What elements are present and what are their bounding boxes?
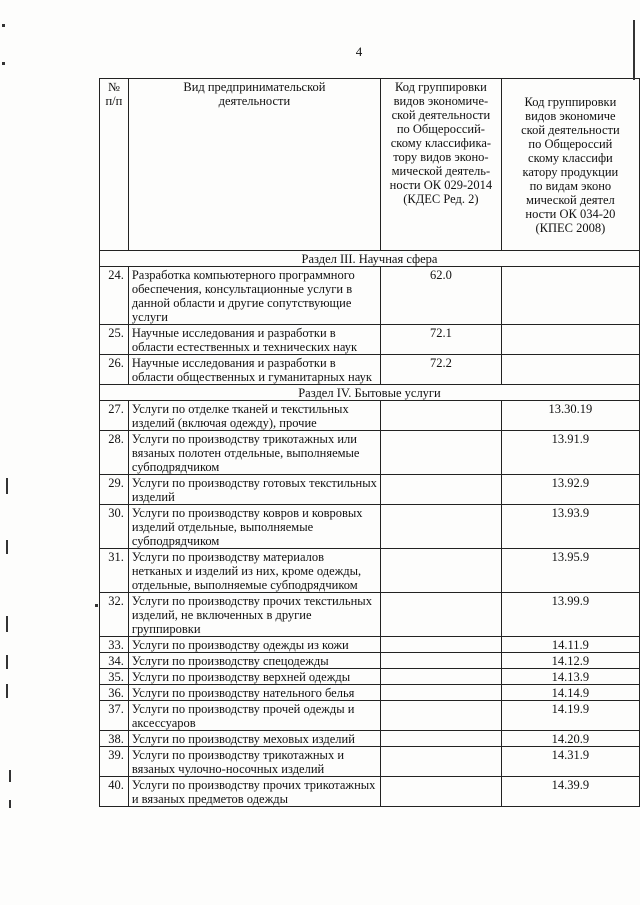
table-row [100,731,640,747]
row-activity: Услуги по отделке тканей и текстильных изделий (включая одежду), прочие [128,401,380,431]
row-activity: Научные исследования и разработки в области естественных и технических наук [128,325,380,355]
row-code-okved [381,747,502,777]
row-code-okpd: 13.92.9 [501,475,639,505]
row-number: 34. [100,653,129,669]
row-code-okved [381,701,502,731]
row-code-okved [381,549,502,593]
header-code-okved: Код группировки видов экономиче- ской деятельности по Общероссий- скому классифика- тору видов эконо- мической деятель- ности ОК 029-2014 (КДЕС Ред. 2) [381,79,502,251]
row-code-okpd: 14.14.9 [501,685,639,701]
row-code-okpd: 13.30.19 [501,401,639,431]
row-number: 27. [100,401,129,431]
row-activity: Услуги по производству ковров и ковровых изделий отдельные, выполняемые субподрядчиком [128,505,380,549]
table-row [100,475,640,505]
row-activity: Услуги по производству нательного белья [128,685,380,701]
row-code-okved [381,431,502,475]
table-row [100,401,640,431]
row-code-okved [381,505,502,549]
row-activity: Услуги по производству трикотажных и вязаных чулочно-носочных изделий [128,747,380,777]
row-number: 35. [100,669,129,685]
section-title: Раздел IV. Бытовые услуги [100,385,640,401]
table-body [100,251,640,807]
header-code-okpd: Код группировки видов экономиче ской деятельности по Общероссий скому классифи катору продукции по видам эконо мической деятел ности ОК 034-20 (КПЕС 2008) [501,79,639,251]
row-number: 25. [100,325,129,355]
row-code-okpd: 13.93.9 [501,505,639,549]
row-number: 24. [100,267,129,325]
row-code-okpd [501,355,639,385]
row-code-okved [381,401,502,431]
header-num: № п/п [100,79,129,251]
row-code-okved [381,653,502,669]
row-activity: Услуги по производству прочих текстильных изделий, не включенных в другие группировки [128,593,380,637]
row-code-okved [381,593,502,637]
row-number: 39. [100,747,129,777]
row-number: 36. [100,685,129,701]
row-activity: Услуги по производству трикотажных или вязаных полотен отдельные, выполняемые субподрядчиком [128,431,380,475]
row-code-okved [381,777,502,807]
table-row [100,355,640,385]
row-activity: Услуги по производству одежды из кожи [128,637,380,653]
row-code-okpd: 14.19.9 [501,701,639,731]
row-activity: Услуги по производству готовых текстильных изделий [128,475,380,505]
table-row [100,653,640,669]
row-code-okved [381,731,502,747]
table-row [100,267,640,325]
section-row [100,251,640,267]
row-activity: Услуги по производству верхней одежды [128,669,380,685]
row-number: 38. [100,731,129,747]
row-code-okpd: 14.11.9 [501,637,639,653]
row-code-okved: 72.2 [381,355,502,385]
row-code-okved [381,637,502,653]
activities-table [99,78,640,807]
row-number: 26. [100,355,129,385]
row-code-okpd: 13.91.9 [501,431,639,475]
row-number: 31. [100,549,129,593]
table-row [100,593,640,637]
section-title: Раздел III. Научная сфера [100,251,640,267]
section-row [100,385,640,401]
row-number: 28. [100,431,129,475]
table-row [100,701,640,731]
row-number: 37. [100,701,129,731]
row-activity: Научные исследования и разработки в области общественных и гуманитарных наук [128,355,380,385]
table-row [100,505,640,549]
page-number: 4 [355,44,363,59]
row-activity: Разработка компьютерного программного обеспечения, консультационные услуги в данной области и другие сопутствующие услуги [128,267,380,325]
row-code-okved [381,669,502,685]
table-row [100,325,640,355]
row-activity: Услуги по производству прочих трикотажных и вязаных предметов одежды [128,777,380,807]
row-code-okpd [501,267,639,325]
row-code-okved: 62.0 [381,267,502,325]
row-activity: Услуги по производству прочей одежды и аксессуаров [128,701,380,731]
row-activity: Услуги по производству меховых изделий [128,731,380,747]
row-number: 33. [100,637,129,653]
row-activity: Услуги по производству спецодежды [128,653,380,669]
row-code-okved [381,685,502,701]
row-number: 30. [100,505,129,549]
row-number: 40. [100,777,129,807]
table-row [100,549,640,593]
row-code-okved [381,475,502,505]
row-number: 32. [100,593,129,637]
row-code-okpd: 13.99.9 [501,593,639,637]
table-header-row [100,79,640,251]
table-row [100,777,640,807]
row-code-okpd: 14.20.9 [501,731,639,747]
row-code-okpd [501,325,639,355]
table-row [100,747,640,777]
table-row [100,685,640,701]
header-activity: Вид предпринимательской деятельности [128,79,380,251]
row-code-okpd: 14.12.9 [501,653,639,669]
row-activity: Услуги по производству материалов нетканых и изделий из них, кроме одежды, отдельные, выполняемые субподрядчиком [128,549,380,593]
row-code-okpd: 14.13.9 [501,669,639,685]
row-number: 29. [100,475,129,505]
row-code-okpd: 14.31.9 [501,747,639,777]
table-row [100,637,640,653]
row-code-okved: 72.1 [381,325,502,355]
row-code-okpd: 13.95.9 [501,549,639,593]
table-row [100,431,640,475]
row-code-okpd: 14.39.9 [501,777,639,807]
table-row [100,669,640,685]
